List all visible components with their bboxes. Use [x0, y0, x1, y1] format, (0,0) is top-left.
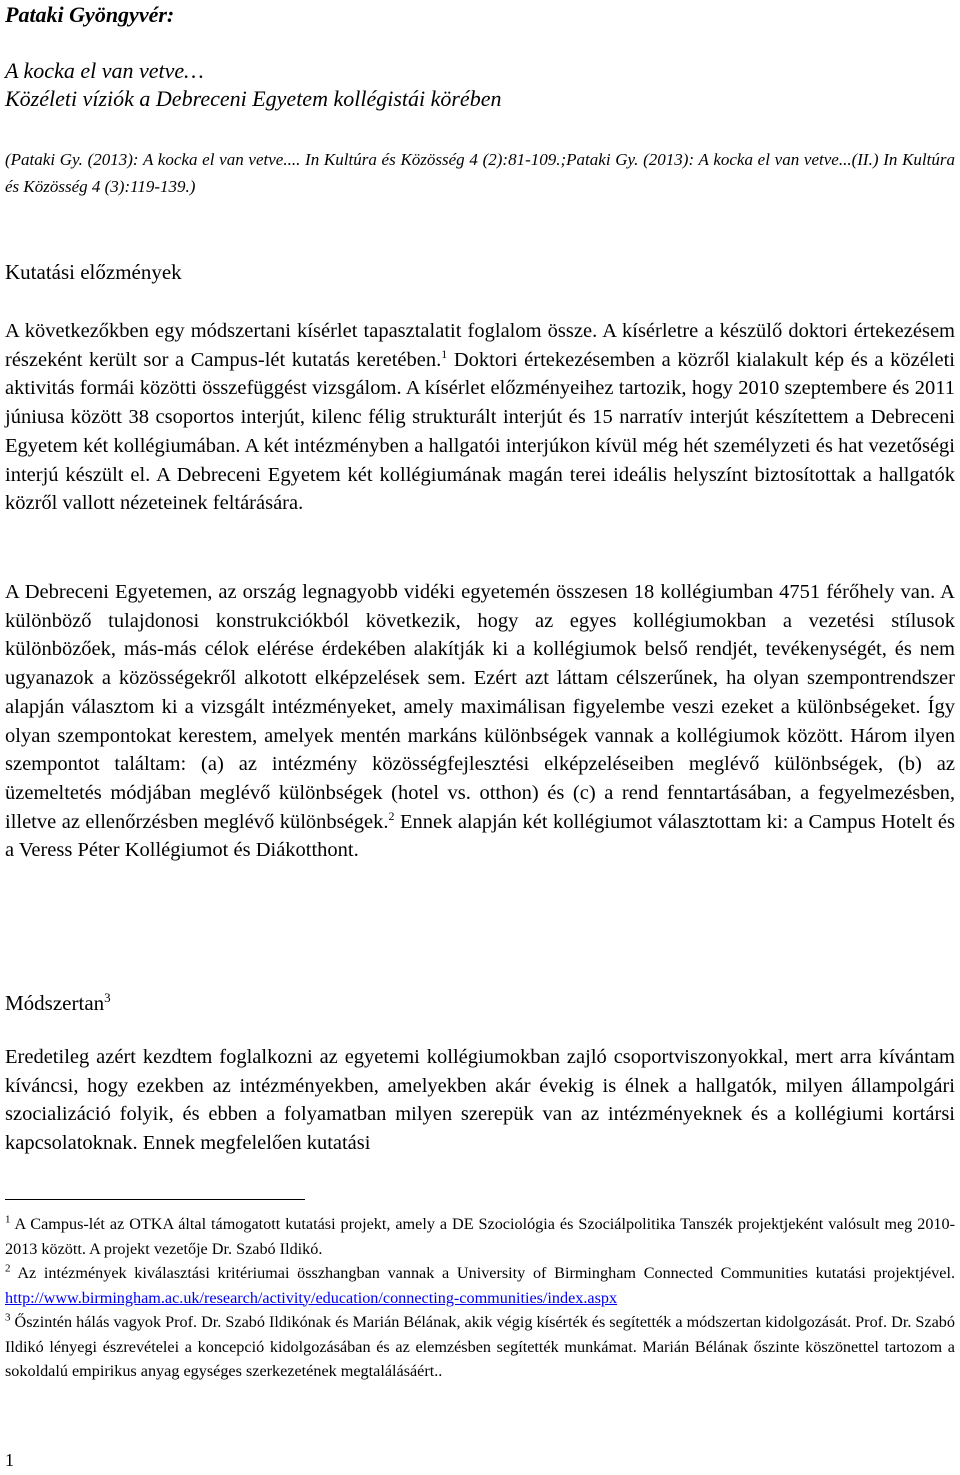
title-line-2: Közéleti víziók a Debreceni Egyetem kollégistái körében [5, 86, 502, 111]
footnote-1-number: 1 [5, 1213, 11, 1226]
footnote-2-number: 2 [5, 1262, 11, 1275]
birmingham-link[interactable]: http://www.birmingham.ac.uk/research/activity/education/connecting-communities/index.aspx [5, 1288, 618, 1307]
footnote-2-text: Az intézmények kiválasztási kritériumai összhangban vannak a University of Birmingham Connected Communities kutatási projektjével. [10, 1264, 955, 1282]
methodology-heading-text: Módszertan [5, 991, 105, 1015]
paragraph-2-text-a: A Debreceni Egyetemen, az ország legnagyobb vidéki egyetemén összesen 18 kollégiumban 4751 férőhely van. A különböző tulajdonosi konstrukciókból következik, hogy az egyes kollégiumokban a vezetési stílusok különbözőek, más-más célok elérése érdekében alakítják ki a kollégiumok belső rendjét, tevékenységét, és nem ugyanazok a közösségekről alkotott elképzelések sem. Ezért azt láttam célszerűnek, ha olyan szempontrendszer alapján választom ki a vizsgált intézményeket, amely maximálisan figyelembe veszi ezeket a különbségeket. Így olyan szempontokat kerestem, amelyek mentén markáns különbségek vannak a kollégiumok között. Három ilyen szempontot találtam: (a) az intézmény közösségfejlesztési elképzeléseiben meglévő különbségek, (b) az üzemeltetés módjában meglévő különbségek (hotel vs. otthon) és (c) a rend fenntartásában, a fegyelmezésben, illetve az ellenőrzésben meglévő különbségek. [5, 581, 955, 833]
footnote-3-number: 3 [5, 1311, 11, 1324]
paragraph-1-text-b: Doktori értekezésemben a közről kialakult kép és a közéleti aktivitás formái közötti összefüggést vizsgálom. A kísérlet előzményeihez tartozik, hogy 2010 szeptembere és 2011 júniusa között 38 csoportos interjút, kilenc félig strukturált interjút és 15 narratív interjút készítettem a Debreceni Egyetem két kollégiumában. A két intézményben a hallgatói interjúkon kívül még hét személyzeti és hat vezetőségi interjú készült el. A Debreceni Egyetem két kollégiumának magán terei ideális helyszínt biztosítottak a hallgatók közről vallott nézeteinek feltárására. [5, 348, 955, 515]
page-number: 1 [5, 1450, 14, 1470]
section-heading-previous-research: Kutatási előzmények [5, 260, 182, 284]
footnote-1-text: A Campus-lét az OTKA által támogatott kutatási projekt, amely a DE Szociológia és Szociálpolitika Tanszék projektjeként valósult meg 2010-2013 között. A projekt vezetője Dr. Szabó Ildikó. [5, 1215, 955, 1258]
citation: (Pataki Gy. (2013): A kocka el van vetve.... In Kultúra és Közösség 4 (2):81-109.;Pataki Gy. (2013): A kocka el van vetve...(II.) In Kultúra és Közösség 4 (3):119-139.) [5, 150, 955, 196]
footnote-ref-1[interactable]: 1 [441, 346, 448, 361]
paragraph-2 [5, 578, 955, 865]
footnotes [5, 1212, 955, 1384]
footnote-ref-3[interactable]: 3 [104, 990, 111, 1005]
section-heading-methodology [5, 985, 111, 1016]
footnote-2 [5, 1261, 955, 1310]
footnote-3-text: Őszintén hálás vagyok Prof. Dr. Szabó Ildikónak és Marián Bélának, akik végig kísérték és segítették a módszertan kidolgozását. Prof. Dr. Szabó Ildikó lényegi észrevételei a koncepció kidolgozásában és az elemzésben segítették munkámat. Marián Bélának őszinte köszönettel tartozom a sokoldalú empirikus anyag egységes szerkezetének megtalálásáért.. [5, 1313, 955, 1380]
footnote-1 [5, 1212, 955, 1261]
author-name: Pataki Gyöngyvér: [5, 2, 175, 27]
footnote-3 [5, 1310, 955, 1384]
paragraph-2-text-b: Ennek alapján két kollégiumot választottam ki: a Campus Hotelt és a Veress Péter Kollégiumot és Diákotthont. [5, 810, 955, 862]
paragraph-1-text-a: A következőkben egy módszertani kísérlet tapasztalatit foglalom össze. A kísérletre a készülő doktori értekezésem részeként került sor a Campus-lét kutatás keretében. [5, 320, 955, 371]
paragraph-3: Eredetileg azért kezdtem foglalkozni az egyetemi kollégiumokban zajló csoportviszonyokkal, mert arra kívántam kíváncsi, hogy ezekben az intézményekben, amelyekben akár évekig is élnek a hallgatók, milyen állampolgári szocializáció folyik, és ebben a folyamatban milyen szerepük van az intézményeknek és a kollégiumi kortársi kapcsolatoknak. Ennek megfelelően kutatási [5, 1046, 955, 1155]
footnote-ref-2[interactable]: 2 [388, 808, 395, 823]
footnote-separator [5, 1199, 305, 1200]
title-line-1: A kocka el van vetve… [5, 58, 204, 83]
paragraph-1 [5, 317, 955, 518]
